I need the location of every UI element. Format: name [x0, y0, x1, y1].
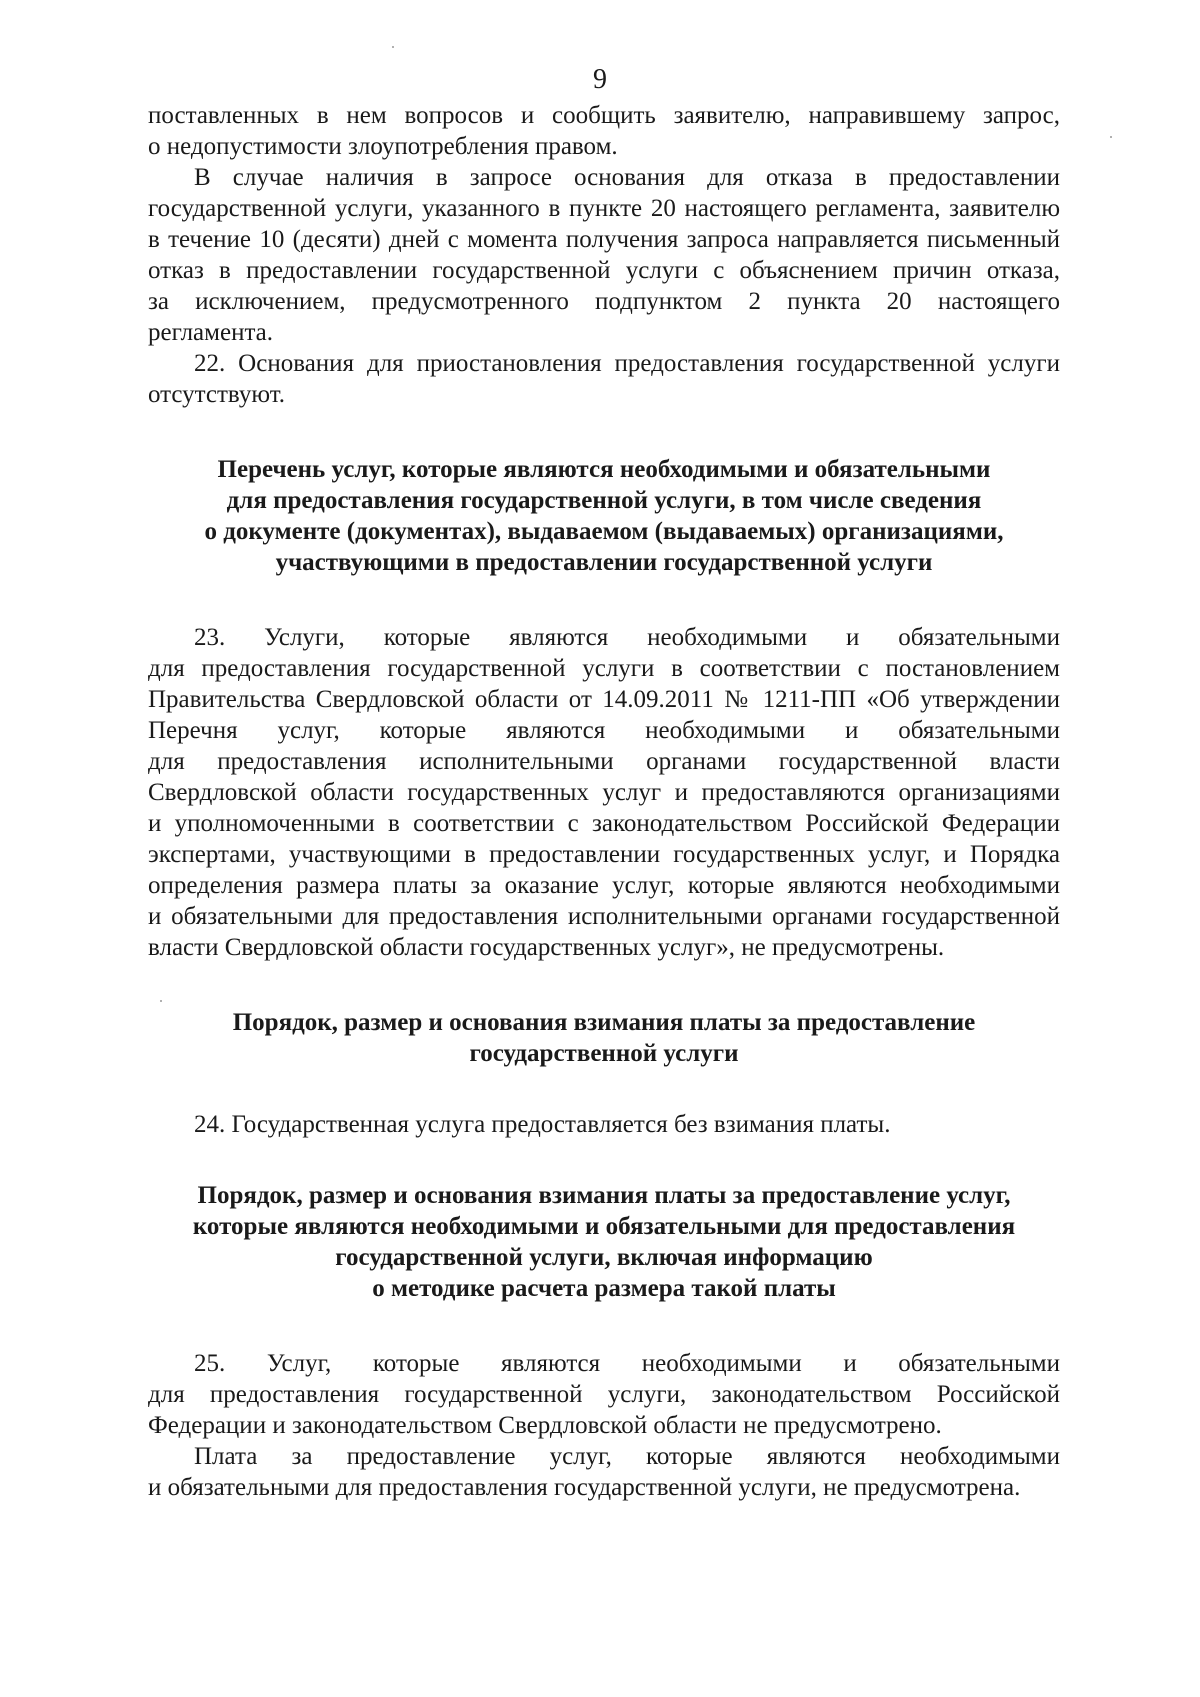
text-line: для предоставления государственной услуги, законодательством Российской [148, 1381, 1060, 1408]
paragraph-refusal [148, 162, 1060, 348]
text-line: для предоставления исполнительными органами государственной власти [148, 748, 1060, 775]
section-heading-services-list [148, 454, 1060, 578]
text-line: 23. Услуги, которые являются необходимыми и обязательными [194, 624, 1060, 651]
text-line: 25. Услуг, которые являются необходимыми и обязательными [194, 1350, 1060, 1377]
text-line: В случае наличия в запросе основания для отказа в предоставлении [194, 164, 1060, 191]
document-body [148, 100, 1060, 1503]
page-number: 9 [593, 64, 607, 95]
text-line: регламента. [148, 319, 274, 346]
paragraph-24 [148, 1109, 1060, 1140]
text-line: отсутствуют. [148, 381, 286, 408]
paragraph-continuation [148, 100, 1060, 162]
heading-line: о методике расчета размера такой платы [372, 1275, 836, 1302]
scan-speck [1110, 136, 1112, 138]
text-line: о недопустимости злоупотребления правом. [148, 133, 618, 160]
text-line: 24. Государственная услуга предоставляется без взимания платы. [194, 1111, 891, 1138]
text-line: Правительства Свердловской области от 14.09.2011 № 1211-ПП «Об утверждении [148, 686, 1060, 713]
text-line: и уполномоченными в соответствии с законодательством Российской Федерации [148, 810, 1060, 837]
paragraph-fee-none [148, 1441, 1060, 1503]
text-line: экспертами, участвующими в предоставлении государственных услуг, и Порядка [148, 841, 1060, 868]
paragraph-22 [148, 348, 1060, 410]
text-line: за исключением, предусмотренного подпунктом 2 пункта 20 настоящего [148, 288, 1060, 315]
scan-speck [160, 1000, 162, 1002]
text-line: в течение 10 (десяти) дней с момента получения запроса направляется письменный [148, 226, 1060, 253]
heading-line: которые являются необходимыми и обязательными для предоставления [192, 1213, 1016, 1240]
text-line: государственной услуги, указанного в пункте 20 настоящего регламента, заявителю [148, 195, 1060, 222]
heading-line: для предоставления государственной услуги, в том числе сведения [226, 487, 982, 514]
paragraph-25 [148, 1348, 1060, 1441]
text-line: власти Свердловской области государственных услуг», не предусмотрены. [148, 934, 945, 961]
heading-line: государственной услуги, включая информацию [335, 1244, 873, 1271]
text-line: поставленных в нем вопросов и сообщить заявителю, направившему запрос, [148, 102, 1060, 129]
heading-line: Порядок, размер и основания взимания платы за предоставление услуг, [197, 1182, 1011, 1209]
text-line: и обязательными для предоставления исполнительными органами государственной [148, 903, 1060, 930]
section-heading-fee-services [148, 1180, 1060, 1304]
scan-speck [392, 46, 394, 48]
text-line: для предоставления государственной услуги в соответствии с постановлением [148, 655, 1060, 682]
heading-line: о документе (документах), выдаваемом (выдаваемых) организациями, [204, 518, 1004, 545]
text-line: 22. Основания для приостановления предоставления государственной услуги [194, 350, 1060, 377]
heading-line: Порядок, размер и основания взимания платы за предоставление [232, 1009, 976, 1036]
heading-line: государственной услуги [469, 1040, 739, 1067]
text-line: Плата за предоставление услуг, которые являются необходимыми [194, 1443, 1060, 1470]
text-line: Свердловской области государственных услуг и предоставляются организациями [148, 779, 1060, 806]
section-heading-fee [148, 1007, 1060, 1069]
heading-line: Перечень услуг, которые являются необходимыми и обязательными [217, 456, 991, 483]
text-line: Федерации и законодательством Свердловской области не предусмотрено. [148, 1412, 942, 1439]
text-line: и обязательными для предоставления государственной услуги, не предусмотрена. [148, 1474, 1021, 1501]
text-line: определения размера платы за оказание услуг, которые являются необходимыми [148, 872, 1060, 899]
text-line: отказ в предоставлении государственной услуги с объяснением причин отказа, [148, 257, 1060, 284]
text-line: Перечня услуг, которые являются необходимыми и обязательными [148, 717, 1060, 744]
paragraph-23 [148, 622, 1060, 963]
heading-line: участвующими в предоставлении государственной услуги [275, 549, 933, 576]
